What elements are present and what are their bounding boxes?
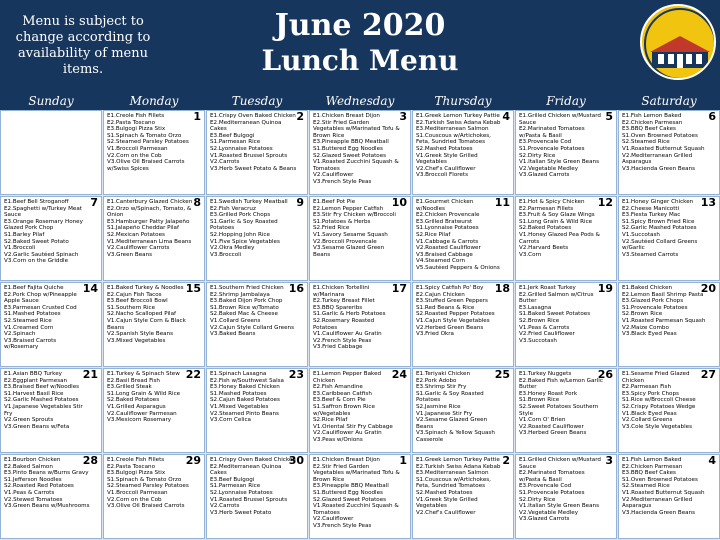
calendar-day-cell <box>309 196 411 281</box>
title-month: June 2020 <box>274 8 446 43</box>
day-menu-text: E1.Bourbon Chicken E2.Baked Salmon E3.Pinto Beans w/Burns Gravy S1.Jefferson Noodles S2.Roasted Red Potatoes V1.Peas & Carrots V2.Stewed Tomatoes V3.Green Beans w/Mushrooms <box>4 457 90 510</box>
day-number: 27 <box>700 368 716 381</box>
calendar-day-cell <box>309 368 411 453</box>
day-menu-text: E1.Teriyaki Chicken E2.Pork Adobo E3.Shrimp Stir Fry S1.Garlic & Soy Roasted Potatoes S2.Jasmine Rice V1.Japanese Stir Fry V2.Sesame Glazed Green Beans V3.Spinach & Yellow Squash Casserole <box>416 371 495 443</box>
day-number: 2 <box>502 454 510 467</box>
day-menu-text: E1.Swedish Turkey Meatball E2.Fish Veracruz E3.Grilled Pork Chops S1.Garlic & Soy Roasted Potatoes S2.Hopping John Rice V1.Five Spice Vegetables V2.Okra Medley V3.Broccoli <box>210 199 288 258</box>
calendar-day-cell <box>309 110 411 195</box>
day-menu-text: E1.Greek Lemon Turkey Pattie E2.Turkish Swiss Adana Kebab E3.Mediterranean Salmon S1.Couscous w/Artichokes, Feta, Sundried Tomatoes S2.Mashed Potatoes V1.Greek Style Grilled Vegetables V2.Chef's Cauliflower V3.Broccoli Florets <box>416 113 501 179</box>
day-number: 8 <box>193 196 201 209</box>
calendar-day-cell <box>103 454 205 539</box>
day-wednesday: Wednesday <box>325 94 395 108</box>
day-menu-text: E1.Greek Lemon Turkey Pattie E2.Turkish Swiss Adana Kebab E3.Mediterranean Salmon S1.Couscous w/Artichokes, Feta, Sundried Tomatoes S2.Mashed Potatoes V1.Greek Style Grilled Vegetables V2.Chef's Cauliflower <box>416 457 501 516</box>
day-menu-text: E1.Canterbury Glazed Chicken E2.Orzo w/Spinach, Tomato, & Onion E3.Hamburger Patty Jalapeño S1.Jalapeño Cheddar Pilaf S2.Mexican Potatoes V1.Mediterranean Lima Beans V2.Cauliflower Carrots V3.Green Beans <box>107 199 193 258</box>
day-menu-text: E1.Baked Chicken E2.Lemon Basil Shrimp Pasta E3.Glazed Pork Chops S1.Provencale Potatoes S2.Brown Rice V1.Roasted Parmesan Squash V2.Maize Combo V3.Black Eyed Peas <box>622 285 706 338</box>
day-menu-text: E1.Chicken Tortellini w/Marinara E2.Turkey Breast Fillet E3.BBQ Spareribs S1.Garlic & Herb Potatoes S2.Rosemary Roasted Potatoes V1.Cauliflower Au Gratin V2.French Style Peas V3.Fried Cabbage <box>313 285 386 351</box>
calendar-day-cell <box>103 368 205 453</box>
day-sunday: Sunday <box>28 94 74 108</box>
school-building-logo-icon <box>640 4 716 80</box>
day-number: 20 <box>700 282 716 295</box>
day-menu-text: E1.Grilled Chicken w/Mustard Sauce E2.Marinated Tomatoes w/Pasta & Basil E3.Provencale Cod S1.Provencale Potatoes S2.Dirty Rice V1.Italian Style Green Beans V2.Vegetable Medley V3.Glazed Carrots <box>519 113 601 179</box>
calendar-day-cell <box>618 454 720 539</box>
day-number: 19 <box>597 282 613 295</box>
calendar-day-cell <box>206 196 308 281</box>
page-title <box>240 8 480 78</box>
title-menu: Lunch Menu <box>261 44 459 77</box>
calendar-day-cell <box>0 368 102 453</box>
day-saturday: Saturday <box>641 94 697 108</box>
day-number: 3 <box>399 110 407 123</box>
day-menu-text: E1.Crispy Oven Baked Chicken E2.Mediterranean Quinoa Cakes E3.Beef Bulgogi S1.Parmesan Rice S2.Lyonnaise Potatoes V1.Roasted Brussel Sprouts V2.Carrots V3.Herb Sweet Potato & Beans <box>210 113 297 172</box>
calendar-day-cell <box>412 368 514 453</box>
day-menu-text: E1.Creole Fish Fillets E2.Pasta Toscano E3.Bulgogi Pizza Stix S1.Spinach & Tomato Orzo S2.Steamed Parsley Potatoes V1.Broccoli Parmesan V2.Corn on the Cob V3.Olive Oil Braised Carrots <box>107 457 189 510</box>
calendar-day-cell <box>206 454 308 539</box>
day-number: 30 <box>288 454 304 467</box>
day-number: 5 <box>605 110 613 123</box>
calendar-day-cell <box>412 282 514 367</box>
calendar-day-cell <box>618 368 720 453</box>
day-number: 23 <box>288 368 304 381</box>
calendar-day-cell <box>412 196 514 281</box>
day-number: 22 <box>185 368 201 381</box>
calendar-day-cell <box>515 282 617 367</box>
day-menu-text: E1.Southern Fried Chicken E2.Shrimp Jambalaya E3.Baked Dijon Pork Chop S1.Brown Rice w/Tomato S2.Baked Mac & Cheese V1.Collard Greens V2.Cajun Style Collard Greens V3.Baked Beans <box>210 285 294 338</box>
day-menu-text: E1.Chicken Breast Dijon E2.Stir Fried Garden Vegetables w/Marinated Tofu & Brown Rice E3.Pineapple BBQ Meatball S1.Buttered Egg Noodles S2.Glazed Sweet Potatoes V1.Roasted Zucchini Squash & Tomatoes V2.Cauliflower V3.French Style Peas <box>313 113 400 185</box>
day-number: 3 <box>605 454 613 467</box>
day-number: 28 <box>82 454 98 467</box>
day-number: 1 <box>193 110 201 123</box>
day-number: 29 <box>185 454 201 467</box>
day-number: 10 <box>391 196 407 209</box>
day-number: 24 <box>391 368 407 381</box>
day-menu-text: E1.Spinach Lasagna E2.Fish w/Southwest Salsa E3.Honey Baked Chicken S1.Mashed Potatoes S2.Cajun Baked Potatoes V1.Mixed Vegetables V2.Steamed Pinto Beans V3.Corn Celica <box>210 371 284 424</box>
day-menu-text: E1.Chicken Breast Dijon E2.Stir Fried Garden Vegetables w/Marinated Tofu & Brown Rice E3.Pineapple BBQ Meatball S1.Buttered Egg Noodles S2.Glazed Sweet Potatoes V1.Roasted Zucchini Squash & Tomatoes V2.Cauliflower V3.French Style Peas <box>313 457 400 529</box>
calendar-day-cell <box>412 454 514 539</box>
calendar-day-cell <box>618 110 720 195</box>
day-menu-text: E1.Gourmet Chicken w/Noodles E2.Chicken Provencale E3.Grilled Bratwurst S1.Lyonnaise Potatoes S2.Rice Pilaf V1.Cabbage & Carrots V2.Roasted Cauliflower V3.Braised Cabbage V4.Steamed Corn V5.Sautéed Peppers & Onions <box>416 199 500 271</box>
day-tuesday: Tuesday <box>231 94 283 108</box>
calendar-grid <box>0 110 720 540</box>
day-number: 9 <box>296 196 304 209</box>
calendar-day-cell <box>618 282 720 367</box>
calendar-day-cell <box>206 110 308 195</box>
calendar-day-cell <box>515 110 617 195</box>
day-number: 18 <box>494 282 510 295</box>
day-number: 26 <box>597 368 613 381</box>
day-number: 4 <box>502 110 510 123</box>
day-menu-text: E1.Asian BBQ Turkey E2.Eggplant Parmesan E3.Braised Beef w/Noodles S1.Harvest Basil Rice S2.Garlic Mashed Potatoes V1.Japanese Vegetables Stir Fry V2.Green Sprouts V3.Green Beans w/Feta <box>4 371 83 430</box>
day-menu-text: E1.Beef Bell Stroganoff E2.Spaghetti w/Turkey Meat Sauce E3.Orange Rosemary Honey Glazed Pork Chop S1.Barley Pilaf S2.Baked Sweet Potato V1.Broccoli V2.Garlic Sautéed Spinach V3.Corn on the Griddle <box>4 199 83 265</box>
calendar-day-cell <box>515 368 617 453</box>
calendar-day-cell <box>515 196 617 281</box>
calendar-day-cell <box>0 282 102 367</box>
day-menu-text: E1.Spicy Catfish Po' Boy E2.Cajun Chicken E3.Stuffed Green Peppers S1.Red Beans & Rice S2.Roasted Pepper Potatoes V1.Cajun Style Vegetables V2.Herbed Green Beans V3.Fried Okra <box>416 285 495 338</box>
day-friday: Friday <box>546 94 586 108</box>
calendar-day-cell <box>412 110 514 195</box>
day-menu-text: E1.Hot & Spicy Chicken E2.Parmesan Fillets E3.Fruit & Soy Glaze Wings S1.Long Grain & Wild Rice S2.Baked Potatoes V1.Honey Glazed Pea Pods & Carrots V2.Harvard Beets V3.Corn <box>519 199 600 258</box>
header-banner <box>0 0 720 92</box>
day-number: 1 <box>399 454 407 467</box>
day-menu-text: E1.Crispy Oven Baked Chicken E2.Mediterranean Quinoa Cakes E3.Beef Bulgogi S1.Parmesan Rice S2.Lyonnaise Potatoes V1.Roasted Brussel Sprouts V2.Carrots V3.Herb Sweet Potato <box>210 457 296 516</box>
calendar-day-cell <box>309 282 411 367</box>
weekday-header-row <box>0 92 720 110</box>
calendar-day-cell <box>103 110 205 195</box>
calendar-day-cell <box>206 368 308 453</box>
day-number: 15 <box>185 282 201 295</box>
day-number: 13 <box>700 196 716 209</box>
day-number: 14 <box>82 282 98 295</box>
day-menu-text: E1.Fish Lemon Baked E2.Chicken Parmesan E3.BBQ Beef Cakes S1.Oven Browned Potatoes S2.Steamed Rice V1.Roasted Butternut Squash V2.Mediterranean Grilled Asparagus V3.Hacienda Green Beans <box>622 457 705 516</box>
day-number: 4 <box>708 454 716 467</box>
calendar-day-cell <box>206 282 308 367</box>
day-menu-text: E1.Lemon Pepper Baked Chicken E2.Fish Amandine E3.Caribbean Catfish E3.Beef & Corn Pie S1.Saffron Brown Rice w/Vegetables S2.Rice Pilaf V1.Oriental Stir Fry Cabbage V2.Cauliflower Au Gratin V3.Peas w/Onions <box>313 371 393 443</box>
day-menu-text: E1.Beef Fajita Quiche E2.Pork Chop w/Pineapple Apple Sauce E3.Parmesan Crusted Cod S1.Mashed Potatoes S2.Steamed Rice V1.Creamed Corn V2.Spinach V3.Braised Carrots w/Rosemary <box>4 285 77 351</box>
calendar-day-cell <box>103 196 205 281</box>
day-number: 11 <box>494 196 510 209</box>
day-monday: Monday <box>129 94 179 108</box>
calendar-day-cell <box>618 196 720 281</box>
day-menu-text: E1.Grilled Chicken w/Mustard Sauce E2.Marinated Tomatoes w/Pasta & Basil E3.Provencale Cod S1.Provencale Potatoes S2.Dirty Rice V1.Italian Style Green Beans V2.Vegetable Medley V3.Glazed Carrots <box>519 457 601 523</box>
calendar-day-cell <box>0 110 102 195</box>
day-menu-text: E1.Beef Pot Pie E2.Lemon Pepper Catfish E3.Stir Fry Chicken w/Broccoli S1.Potatoes & Herbs S2.Fried Rice V1.Savory Sesame Squash V2.Broccoli Provencale V3.Sesame Glazed Green Beans <box>313 199 396 258</box>
calendar-day-cell <box>309 454 411 539</box>
menu-change-note: Menu is subject to change according to availability of menu items. <box>15 14 151 77</box>
day-menu-text: E1.Turkey & Spinach Stew E2.Basil Bread Fish E3.Grilled Steak S1.Long Grain & Wild Rice S2.Baked Potatoes V1.Grilled Asparagus V2.Cauliflower Parmesan V3.Mexicorn Rosemary <box>107 371 181 424</box>
day-number: 7 <box>90 196 98 209</box>
day-menu-text: E1.Sesame Fried Glazed Chicken E2.Parmesan Fish E3.Spicy Pork Chops S1.Rice w/Broccoli Cheese S2.Crispy Potatoes Wedge V1.Black Eyed Peas V2.Collard Greens V3.Cole Style Vegetables <box>622 371 696 430</box>
day-number: 21 <box>82 368 98 381</box>
day-menu-text: E1.Honey Ginger Chicken E2.Cheese Manicotti E3.Fiesta Turkey Mac S1.Spicy Brown Fried Rice S2.Garlic Mashed Potatoes V1.Succotash V2.Sautéed Collard Greens w/Garlic V3.Steamed Carrots <box>622 199 698 258</box>
day-number: 16 <box>288 282 304 295</box>
day-menu-text: E1.Baked Turkey & Noodles E2.Cajun Fish Tacos E3.Beef Broccoli Bowl S1.Southern Rice S2.Nacho Scalloped Pilaf V1.Cajun Style Corn & Black Beans V2.Spanish Style Beans V3.Mixed Vegetables <box>107 285 186 344</box>
day-number: 6 <box>708 110 716 123</box>
day-menu-text: E1.Turkey Nuggets E2.Baked Fish w/Lemon Garlic Butter E3.Honey Roast Pork S1.Brown Rice S2.Sweet Potatoes Southern Style V1.Corn O' Brien V2.Roasted Cauliflower V3.Herbed Green Beans <box>519 371 603 437</box>
day-menu-text: E1.Jerk Roast Turkey E2.Grilled Salmon w/Citrus Butter E3.Lasagna S1.Baked Sweet Potatoes S2.Brown Rice V1.Peas & Carrots V2.Fried Cauliflower V3.Succotash <box>519 285 594 344</box>
day-number: 2 <box>296 110 304 123</box>
day-menu-text: E1.Fish Lemon Baked E2.Chicken Parmesan E3.BBQ Beef Cakes S1.Oven Browned Potatoes S2.Steamed Rice V1.Roasted Butternut Squash V2.Mediterranean Grilled Asparagus V3.Hacienda Green Beans <box>622 113 705 172</box>
calendar-day-cell <box>0 196 102 281</box>
day-thursday: Thursday <box>434 94 492 108</box>
calendar-day-cell <box>515 454 617 539</box>
day-number: 25 <box>494 368 510 381</box>
day-number: 12 <box>597 196 613 209</box>
calendar-day-cell <box>103 282 205 367</box>
day-menu-text: E1.Creole Fish Fillets E2.Pasta Toscano E3.Bulgogi Pizza Stix S1.Spinach & Tomato Orzo S2.Steamed Parsley Potatoes V1.Broccoli Parmesan V2.Corn on the Cob V3.Olive Oil Braised Carrots w/Swiss Spices <box>107 113 189 172</box>
day-number: 17 <box>391 282 407 295</box>
calendar-day-cell <box>0 454 102 539</box>
